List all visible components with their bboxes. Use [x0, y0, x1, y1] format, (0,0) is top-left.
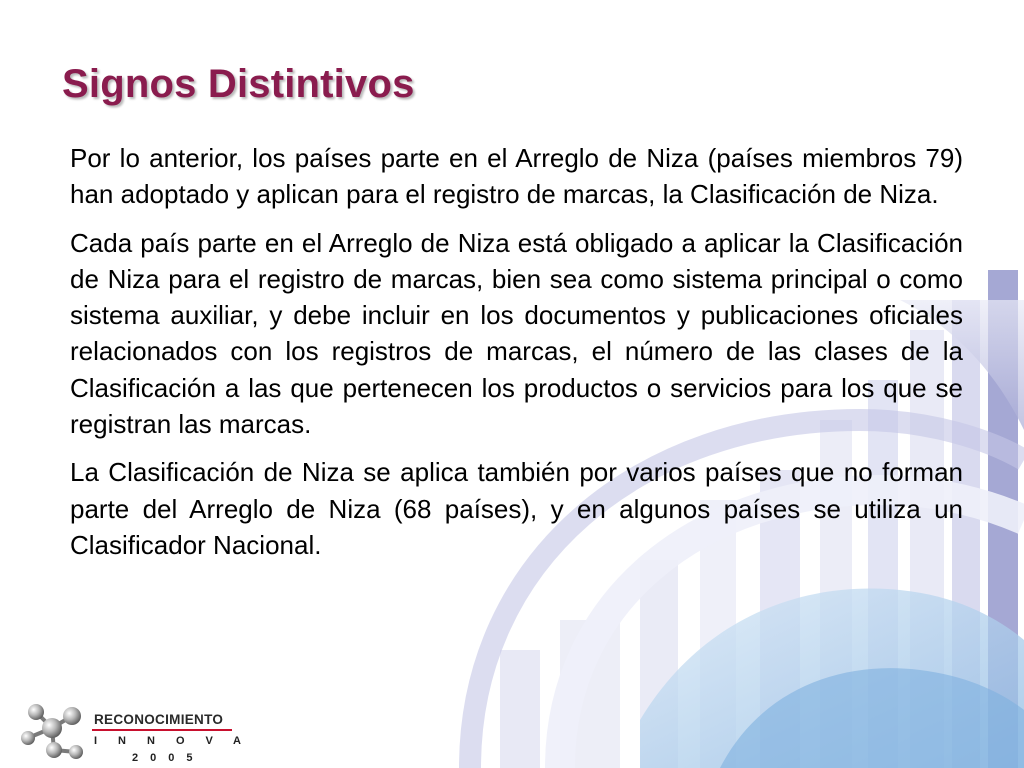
paragraph-1: Por lo anterior, los países parte en el Arreglo de Niza (países miembros 79) han adoptado y aplican para el registro de marcas, la Clasificación de Niza.	[70, 143, 963, 210]
slide-title: Signos Distintivos	[62, 62, 415, 106]
molecule-icon	[14, 690, 246, 766]
logo-innova: INNOVA	[94, 735, 262, 747]
paragraph-2: Cada país parte en el Arreglo de Niza está obligado a aplicar la Clasificación de Niza para el registro de marcas, bien sea como sistema principal o como sistema auxiliar, y debe incluir en los documentos y publicaciones oficiales relacionados con los registros de marcas, el número de las clases de la Clasificación a las que pertenecen los productos o servicios para los que se registran las marcas.	[70, 227, 963, 440]
logo-year: 2005	[132, 752, 205, 764]
slide-body	[70, 140, 963, 575]
paragraph-3: La Clasificación de Niza se aplica también por varios países que no forman parte del Arreglo de Niza (68 países), y en algunos países se utiliza un Clasificador Nacional.	[70, 457, 963, 560]
logo-reconocimiento: RECONOCIMIENTO	[94, 712, 224, 727]
